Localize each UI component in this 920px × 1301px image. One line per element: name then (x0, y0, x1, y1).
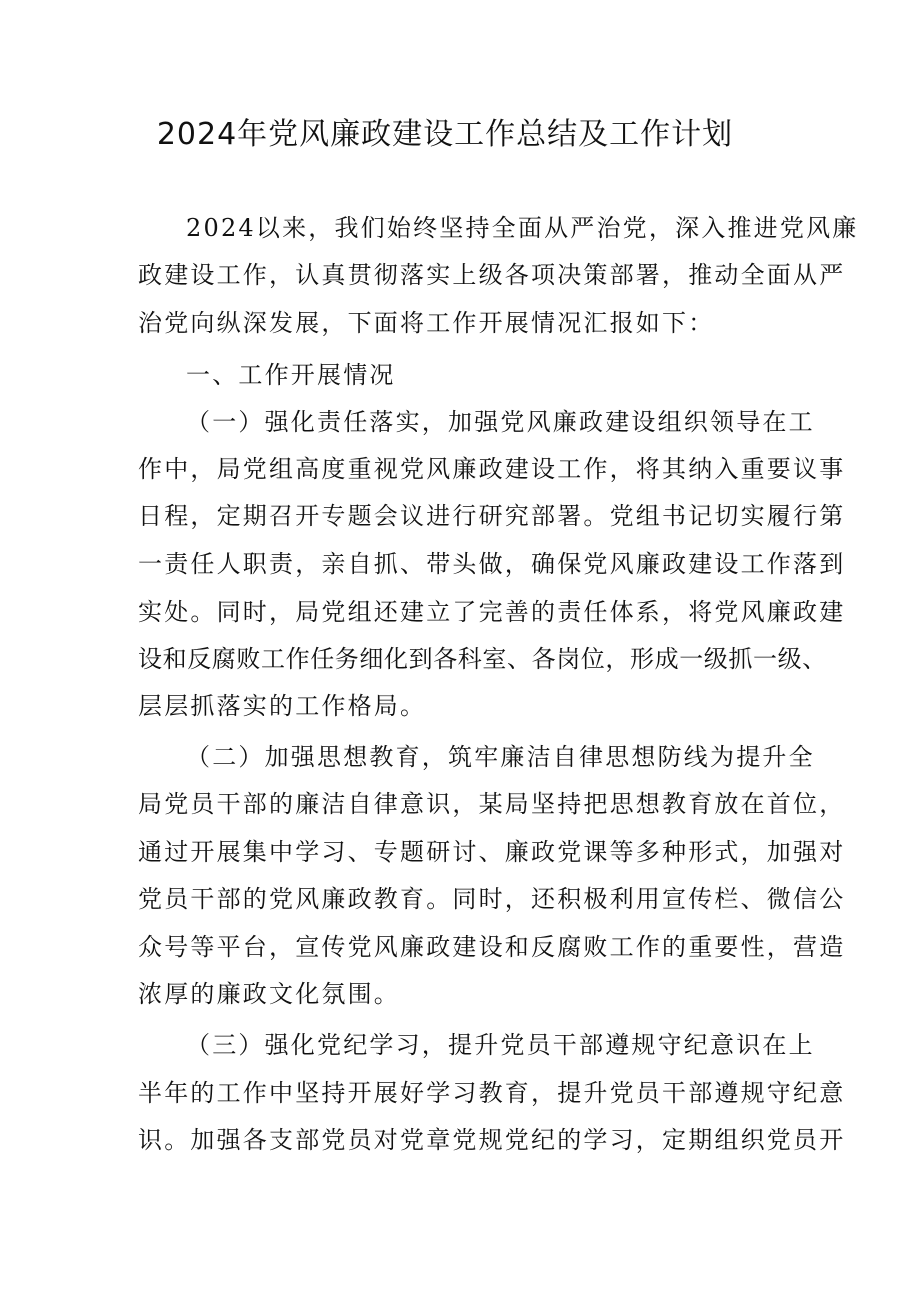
paragraph-line: 设和反腐败工作任务细化到各科室、各岗位，形成一级抓一级、 (138, 645, 827, 673)
paragraph-line: 浓厚的廉政文化氛围。 (138, 980, 400, 1008)
paragraph-line: 日程，定期召开专题会议进行研究部署。党组书记切实履行第 (138, 502, 846, 530)
paragraph-line: 党员干部的党风廉政教育。同时，还积极利用宣传栏、微信公 (138, 885, 846, 913)
paragraph-line: （一）强化责任落实，加强党风廉政建设组织领导在工 (186, 408, 815, 436)
paragraph-line: 通过开展集中学习、专题研讨、廉政党课等多种形式，加强对 (138, 838, 846, 866)
paragraph-line: 层层抓落实的工作格局。 (138, 692, 427, 720)
paragraph-line: 半年的工作中坚持开展好学习教育，提升党员干部遵规守纪意 (138, 1079, 846, 1107)
section-heading: 一、工作开展情况 (186, 361, 396, 389)
paragraph-line: 众号等平台，宣传党风廉政建设和反腐败工作的重要性，营造 (138, 933, 846, 961)
document-title: 2024年党风廉政建设工作总结及工作计划 (156, 117, 734, 152)
paragraph-line: （二）加强思想教育，筑牢廉洁自律思想防线为提升全 (186, 743, 815, 771)
paragraph-line: 一责任人职责，亲自抓、带头做，确保党风廉政建设工作落到 (138, 550, 846, 578)
paragraph-line: 政建设工作，认真贯彻落实上级各项决策部署，推动全面从严 (138, 261, 846, 289)
paragraph-line: 2024以来，我们始终坚持全面从严治党，深入推进党风廉 (186, 214, 859, 242)
paragraph-line: 识。加强各支部党员对党章党规党纪的学习，定期组织党员开 (138, 1126, 846, 1154)
paragraph-line: 作中，局党组高度重视党风廉政建设工作，将其纳入重要议事 (138, 455, 846, 483)
paragraph-line: （三）强化党纪学习，提升党员干部遵规守纪意识在上 (186, 1031, 815, 1059)
paragraph-line: 治党向纵深发展，下面将工作开展情况汇报如下： (138, 309, 715, 337)
paragraph-line: 局党员干部的廉洁自律意识，某局坚持把思想教育放在首位， (138, 790, 846, 818)
paragraph-line: 实处。同时，局党组还建立了完善的责任体系，将党风廉政建 (138, 598, 846, 626)
